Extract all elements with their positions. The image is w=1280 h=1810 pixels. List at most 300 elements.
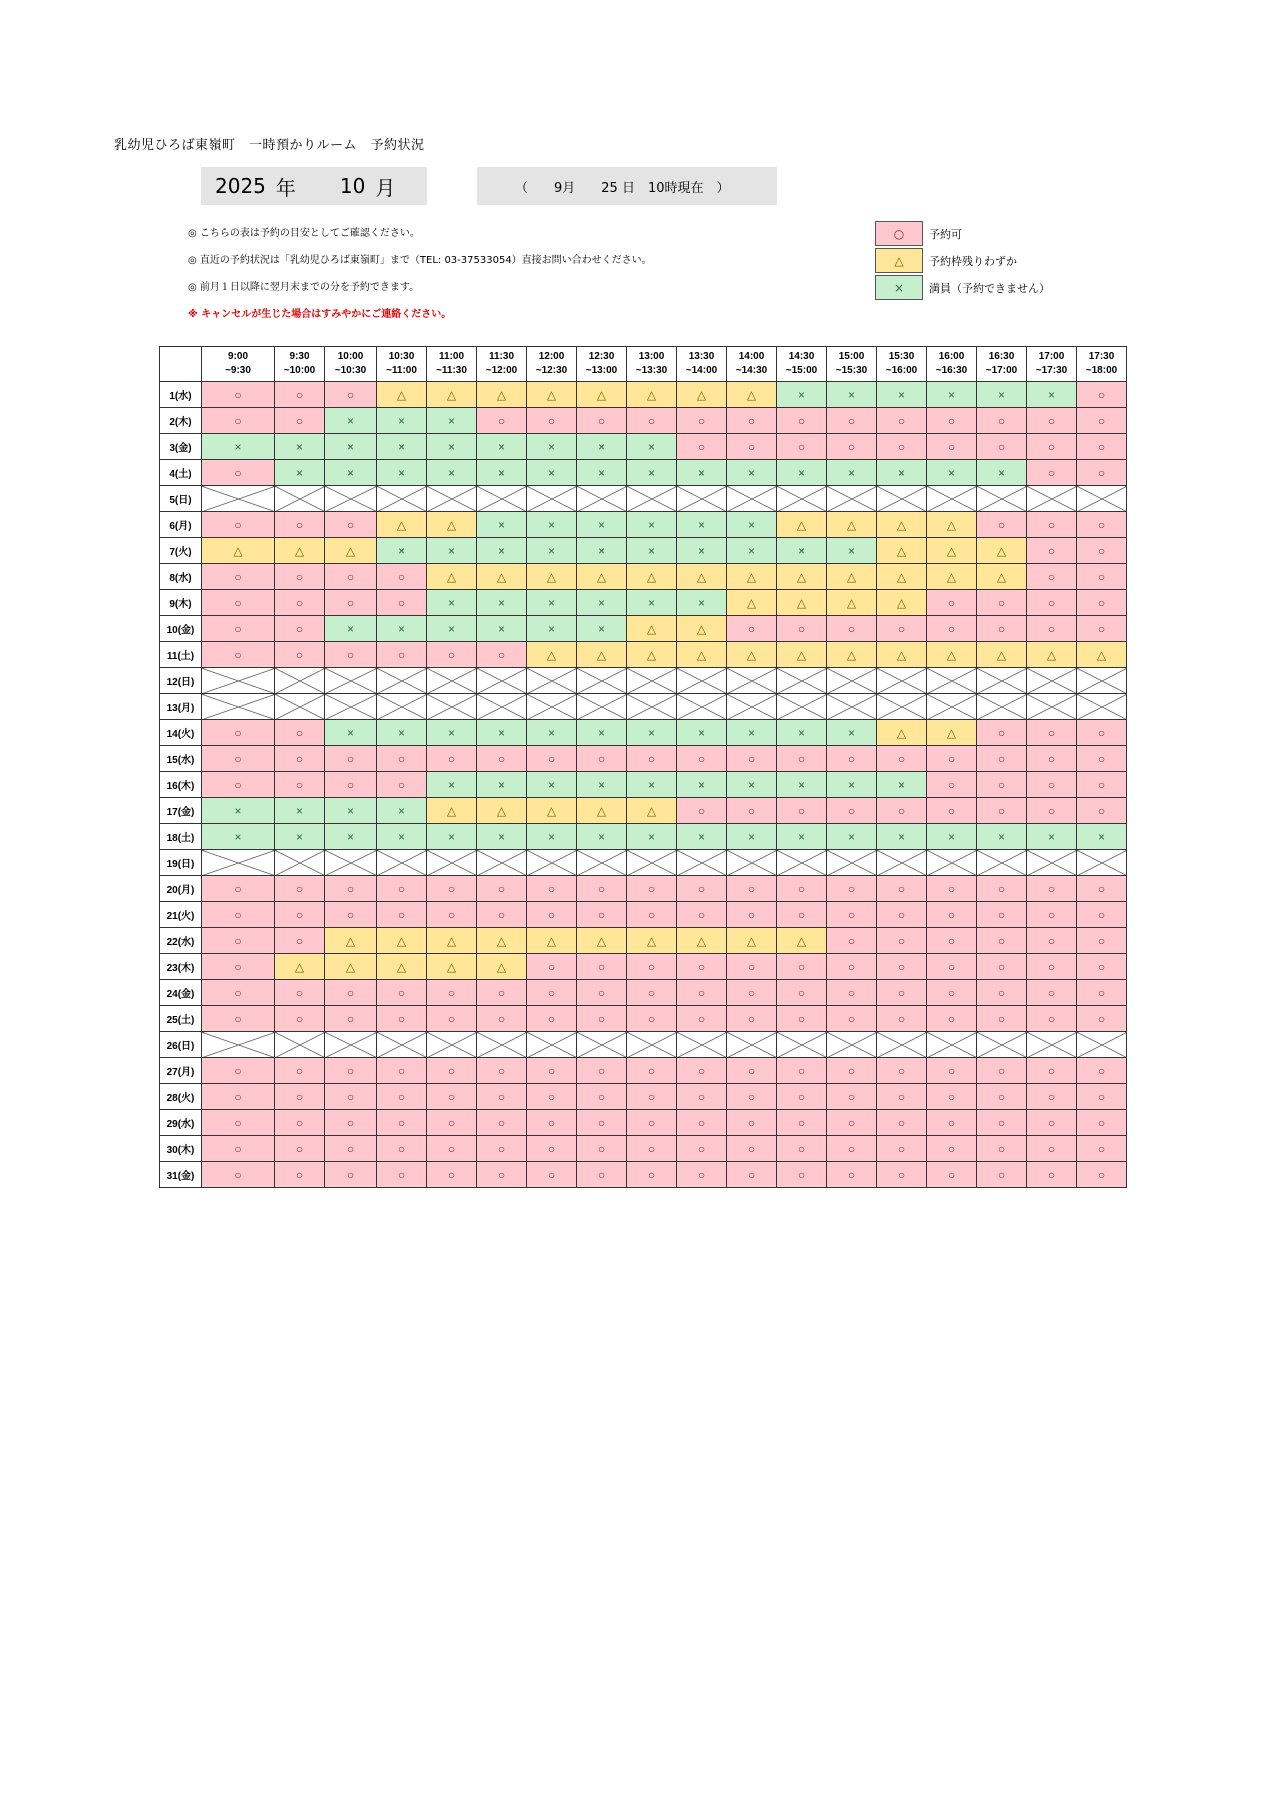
day-label: 11(土)	[160, 642, 202, 668]
slot-cell: ○	[275, 876, 325, 902]
day-label: 4(土)	[160, 460, 202, 486]
slot-cell: ○	[275, 564, 325, 590]
slot-cell: ×	[477, 772, 527, 798]
slot-cell: ○	[1027, 434, 1077, 460]
slot-cell: ○	[427, 1006, 477, 1032]
slot-cell: ×	[927, 460, 977, 486]
closed-cell	[827, 486, 877, 512]
slot-cell: ○	[1077, 434, 1127, 460]
closed-cell	[727, 486, 777, 512]
slot-start: 16:00	[938, 351, 965, 362]
slot-start: 13:30	[688, 351, 715, 362]
day-row	[160, 668, 1127, 694]
slot-cell: △	[977, 538, 1027, 564]
slot-cell: ○	[1027, 616, 1077, 642]
slot-cell: ○	[827, 1110, 877, 1136]
slot-cell: ○	[777, 1084, 827, 1110]
slot-cell: ○	[1077, 876, 1127, 902]
closed-cell	[877, 668, 927, 694]
slot-cell: ○	[1077, 1058, 1127, 1084]
day-row	[160, 902, 1127, 928]
legend-available	[875, 220, 1050, 247]
legend-full	[875, 274, 1050, 301]
year-label: 年	[275, 175, 296, 200]
time-slot-header	[527, 347, 577, 382]
slot-cell: ○	[877, 876, 927, 902]
closed-cell	[527, 850, 577, 876]
slot-cell: ×	[777, 538, 827, 564]
slot-cell: ○	[527, 1136, 577, 1162]
slot-cell: ○	[527, 1006, 577, 1032]
slot-cell: ○	[977, 512, 1027, 538]
slot-cell: △	[677, 642, 727, 668]
time-slot-header	[325, 347, 377, 382]
slot-cell: ○	[977, 1136, 1027, 1162]
day-label: 21(火)	[160, 902, 202, 928]
slot-cell: ○	[627, 408, 677, 434]
slot-cell: ×	[627, 434, 677, 460]
slot-cell: ○	[727, 1084, 777, 1110]
slot-start: 9:00	[227, 351, 248, 362]
slot-cell: ○	[427, 1110, 477, 1136]
slot-cell: ○	[877, 902, 927, 928]
slot-cell: ○	[927, 434, 977, 460]
slot-start: 15:00	[838, 351, 865, 362]
closed-cell	[377, 486, 427, 512]
slot-cell: ×	[577, 538, 627, 564]
slot-cell: ○	[275, 772, 325, 798]
slot-end: ~18:00	[1085, 365, 1118, 376]
slot-cell: ○	[325, 512, 377, 538]
slot-cell: ○	[527, 954, 577, 980]
slot-cell: ○	[777, 798, 827, 824]
closed-cell	[627, 668, 677, 694]
slot-cell: ×	[427, 772, 477, 798]
slot-cell: ×	[325, 720, 377, 746]
slot-cell: ○	[325, 1136, 377, 1162]
slot-cell: ×	[477, 616, 527, 642]
day-row	[160, 538, 1127, 564]
day-label: 12(日)	[160, 668, 202, 694]
slot-cell: ×	[427, 460, 477, 486]
slot-cell: ○	[827, 746, 877, 772]
slot-cell: △	[627, 798, 677, 824]
slot-cell: ○	[202, 1136, 275, 1162]
slot-start: 10:30	[388, 351, 415, 362]
slot-cell: ×	[677, 590, 727, 616]
slot-cell: ○	[927, 798, 977, 824]
closed-cell	[377, 1032, 427, 1058]
slot-cell: ○	[477, 1162, 527, 1188]
slot-cell: ○	[202, 954, 275, 980]
slot-cell: ×	[527, 616, 577, 642]
slot-cell: ○	[977, 408, 1027, 434]
slot-cell: ×	[427, 408, 477, 434]
closed-cell	[977, 1032, 1027, 1058]
slot-cell: ○	[325, 902, 377, 928]
slot-cell: ○	[325, 642, 377, 668]
slot-cell: ○	[477, 746, 527, 772]
time-slot-header	[427, 347, 477, 382]
slot-cell: ×	[325, 408, 377, 434]
slot-cell: ○	[202, 746, 275, 772]
slot-cell: ×	[377, 616, 427, 642]
note-2: ◎ 直近の予約状況は「乳幼児ひろば東嶺町」まで（TEL: 03-37533054）直接お問い合わせください。	[188, 255, 652, 266]
day-label: 5(日)	[160, 486, 202, 512]
slot-cell: △	[477, 564, 527, 590]
slot-start: 17:00	[1038, 351, 1065, 362]
slot-cell: ○	[1027, 460, 1077, 486]
slot-cell: ○	[777, 616, 827, 642]
slot-cell: ×	[927, 824, 977, 850]
slot-cell: ○	[1027, 1006, 1077, 1032]
slot-cell: ○	[1077, 746, 1127, 772]
slot-cell: ○	[1077, 954, 1127, 980]
closed-cell	[1027, 668, 1077, 694]
closed-cell	[677, 668, 727, 694]
day-row	[160, 746, 1127, 772]
day-label: 2(木)	[160, 408, 202, 434]
slot-cell: ○	[977, 954, 1027, 980]
legend-available-swatch: ○	[875, 221, 923, 246]
slot-cell: ○	[877, 1006, 927, 1032]
slot-cell: ○	[377, 642, 427, 668]
slot-cell: ×	[325, 824, 377, 850]
slot-cell: ○	[927, 980, 977, 1006]
slot-cell: ×	[977, 382, 1027, 408]
slot-cell: ×	[527, 772, 577, 798]
slot-cell: ×	[727, 538, 777, 564]
slot-cell: ×	[827, 460, 877, 486]
slot-cell: ×	[827, 772, 877, 798]
slot-cell: ○	[577, 1006, 627, 1032]
closed-cell	[427, 668, 477, 694]
time-slot-header	[877, 347, 927, 382]
slot-cell: △	[577, 798, 627, 824]
closed-cell	[1077, 668, 1127, 694]
slot-cell: ×	[325, 798, 377, 824]
slot-cell: △	[427, 512, 477, 538]
slot-cell: △	[677, 382, 727, 408]
closed-cell	[427, 850, 477, 876]
slot-cell: ○	[727, 1162, 777, 1188]
slot-cell: ×	[527, 538, 577, 564]
slot-cell: ○	[477, 408, 527, 434]
slot-cell: ×	[677, 538, 727, 564]
legend	[875, 220, 1050, 301]
slot-cell: △	[1027, 642, 1077, 668]
closed-cell	[325, 850, 377, 876]
slot-cell: ○	[727, 902, 777, 928]
slot-cell: ×	[1077, 824, 1127, 850]
slot-cell: ○	[202, 642, 275, 668]
slot-cell: ○	[1027, 876, 1077, 902]
slot-end: ~17:00	[985, 365, 1018, 376]
slot-cell: ○	[427, 876, 477, 902]
slot-cell: ○	[977, 980, 1027, 1006]
closed-cell	[477, 694, 527, 720]
day-label: 9(木)	[160, 590, 202, 616]
closed-cell	[927, 1032, 977, 1058]
legend-full-swatch: ×	[875, 275, 923, 300]
slot-cell: ○	[1027, 746, 1077, 772]
slot-cell: ×	[577, 512, 627, 538]
slot-cell: ○	[427, 902, 477, 928]
slot-cell: ○	[377, 1162, 427, 1188]
page-title: 乳幼児ひろば東嶺町 一時預かりルーム 予約状況	[114, 138, 425, 153]
slot-cell: △	[427, 798, 477, 824]
slot-end: ~10:00	[283, 365, 316, 376]
slot-cell: ○	[427, 1084, 477, 1110]
slot-cell: ○	[677, 954, 727, 980]
closed-cell	[877, 486, 927, 512]
slot-start: 11:30	[488, 351, 515, 362]
slot-cell: ○	[1077, 512, 1127, 538]
day-row	[160, 564, 1127, 590]
slot-cell: ○	[1077, 772, 1127, 798]
slot-cell: ○	[377, 772, 427, 798]
closed-cell	[577, 850, 627, 876]
slot-cell: ×	[325, 460, 377, 486]
day-label: 14(火)	[160, 720, 202, 746]
time-slot-header	[977, 347, 1027, 382]
slot-cell: ○	[427, 980, 477, 1006]
slot-cell: ○	[1077, 798, 1127, 824]
slot-cell: △	[577, 382, 627, 408]
slot-cell: △	[777, 512, 827, 538]
slot-cell: ×	[627, 772, 677, 798]
slot-cell: ○	[927, 408, 977, 434]
time-slot-header	[1027, 347, 1077, 382]
closed-cell	[777, 486, 827, 512]
slot-cell: ○	[977, 616, 1027, 642]
closed-cell	[527, 694, 577, 720]
slot-cell: ○	[627, 954, 677, 980]
slot-cell: ○	[202, 720, 275, 746]
slot-end: ~10:30	[334, 365, 367, 376]
slot-cell: ○	[977, 1110, 1027, 1136]
closed-cell	[727, 850, 777, 876]
slot-cell: ×	[427, 434, 477, 460]
time-slot-header	[577, 347, 627, 382]
slot-cell: ○	[477, 1110, 527, 1136]
slot-cell: ○	[577, 902, 627, 928]
slot-cell: ×	[527, 512, 577, 538]
day-label: 22(水)	[160, 928, 202, 954]
slot-cell: ○	[275, 590, 325, 616]
slot-cell: ×	[677, 824, 727, 850]
time-slot-header	[927, 347, 977, 382]
slot-cell: ○	[927, 902, 977, 928]
slot-cell: ○	[727, 954, 777, 980]
slot-cell: ○	[827, 434, 877, 460]
as-of-date-box	[477, 167, 777, 205]
slot-cell: ○	[727, 980, 777, 1006]
slot-cell: ×	[827, 824, 877, 850]
slot-cell: ○	[827, 616, 877, 642]
slot-cell: ○	[627, 1162, 677, 1188]
closed-cell	[927, 694, 977, 720]
slot-cell: ○	[927, 1058, 977, 1084]
slot-cell: ○	[1077, 1162, 1127, 1188]
slot-cell: △	[627, 616, 677, 642]
slot-start: 12:00	[538, 351, 565, 362]
slot-cell: ○	[577, 746, 627, 772]
slot-cell: ○	[275, 1058, 325, 1084]
slot-cell: △	[877, 642, 927, 668]
slot-cell: ○	[827, 1162, 877, 1188]
slot-cell: ×	[377, 798, 427, 824]
closed-cell	[677, 1032, 727, 1058]
time-header-row	[160, 347, 1127, 382]
slot-cell: ○	[1077, 720, 1127, 746]
slot-cell: ○	[877, 434, 927, 460]
legend-few-left	[875, 247, 1050, 274]
slot-cell: ○	[325, 876, 377, 902]
slot-cell: ○	[927, 1162, 977, 1188]
closed-cell	[777, 668, 827, 694]
slot-cell: ○	[927, 616, 977, 642]
slot-cell: △	[577, 564, 627, 590]
slot-cell: ○	[727, 434, 777, 460]
slot-end: ~16:30	[935, 365, 968, 376]
slot-cell: ○	[325, 980, 377, 1006]
slot-cell: ○	[927, 1136, 977, 1162]
slot-cell: ○	[325, 1084, 377, 1110]
slot-cell: ○	[1027, 1136, 1077, 1162]
slot-cell: ×	[477, 512, 527, 538]
slot-cell: △	[377, 928, 427, 954]
slot-cell: ○	[977, 772, 1027, 798]
slot-cell: ×	[677, 460, 727, 486]
slot-end: ~17:30	[1035, 365, 1068, 376]
slot-cell: ×	[577, 590, 627, 616]
slot-cell: ×	[727, 460, 777, 486]
slot-cell: ○	[275, 980, 325, 1006]
slot-cell: ○	[275, 1110, 325, 1136]
closed-cell	[275, 486, 325, 512]
slot-cell: ○	[977, 590, 1027, 616]
closed-cell	[627, 850, 677, 876]
slot-cell: ○	[827, 902, 877, 928]
time-slot-header	[827, 347, 877, 382]
slot-cell: △	[577, 928, 627, 954]
slot-cell: ○	[677, 1006, 727, 1032]
closed-cell	[877, 850, 927, 876]
slot-cell: ○	[1077, 408, 1127, 434]
closed-cell	[627, 694, 677, 720]
closed-cell	[477, 1032, 527, 1058]
reservation-table	[159, 346, 1127, 1188]
slot-start: 15:30	[888, 351, 915, 362]
slot-cell: ○	[677, 434, 727, 460]
slot-cell: △	[202, 538, 275, 564]
slot-cell: ○	[627, 746, 677, 772]
slot-cell: ×	[427, 538, 477, 564]
closed-cell	[202, 486, 275, 512]
slot-cell: ○	[202, 1084, 275, 1110]
slot-cell: ○	[202, 980, 275, 1006]
slot-cell: ×	[202, 824, 275, 850]
slot-cell: ○	[275, 1006, 325, 1032]
slot-cell: ○	[202, 772, 275, 798]
time-slot-header	[1077, 347, 1127, 382]
slot-cell: ×	[427, 720, 477, 746]
slot-cell: ○	[577, 954, 627, 980]
slot-cell: ○	[325, 746, 377, 772]
slot-cell: ×	[777, 720, 827, 746]
slot-cell: ○	[427, 746, 477, 772]
closed-cell	[577, 668, 627, 694]
slot-cell: ○	[727, 616, 777, 642]
slot-cell: ○	[1027, 954, 1077, 980]
slot-cell: ○	[677, 1058, 727, 1084]
slot-cell: ○	[275, 746, 325, 772]
slot-cell: ○	[777, 434, 827, 460]
slot-cell: △	[527, 928, 577, 954]
slot-cell: ×	[477, 434, 527, 460]
slot-cell: ○	[577, 1084, 627, 1110]
slot-cell: ○	[727, 408, 777, 434]
slot-end: ~12:00	[485, 365, 518, 376]
slot-cell: ○	[477, 1084, 527, 1110]
slot-cell: ○	[627, 1110, 677, 1136]
slot-cell: ○	[377, 564, 427, 590]
slot-end: ~9:30	[225, 365, 251, 376]
slot-cell: ○	[325, 1006, 377, 1032]
closed-cell	[325, 486, 377, 512]
slot-cell: ○	[377, 876, 427, 902]
day-label: 28(火)	[160, 1084, 202, 1110]
slot-cell: ×	[677, 772, 727, 798]
slot-cell: ○	[627, 1058, 677, 1084]
slot-cell: ×	[275, 460, 325, 486]
slot-cell: ○	[202, 382, 275, 408]
slot-cell: ○	[202, 928, 275, 954]
closed-cell	[1077, 1032, 1127, 1058]
slot-cell: ○	[527, 980, 577, 1006]
slot-cell: ○	[1077, 382, 1127, 408]
slot-cell: ×	[877, 382, 927, 408]
day-row	[160, 1006, 1127, 1032]
slot-cell: ○	[827, 980, 877, 1006]
slot-cell: ○	[377, 746, 427, 772]
slot-cell: △	[477, 928, 527, 954]
slot-cell: ×	[325, 434, 377, 460]
slot-cell: ×	[477, 590, 527, 616]
slot-cell: ○	[827, 928, 877, 954]
slot-cell: ○	[727, 1136, 777, 1162]
slot-cell: ×	[727, 772, 777, 798]
day-row	[160, 434, 1127, 460]
slot-cell: ○	[977, 1058, 1027, 1084]
closed-cell	[827, 850, 877, 876]
slot-cell: ○	[877, 1058, 927, 1084]
time-slot-header	[627, 347, 677, 382]
month-label: 月	[375, 175, 396, 200]
day-row	[160, 382, 1127, 408]
slot-cell: ×	[377, 434, 427, 460]
closed-cell	[777, 1032, 827, 1058]
slot-cell: △	[727, 382, 777, 408]
slot-cell: ○	[275, 408, 325, 434]
slot-cell: △	[777, 642, 827, 668]
slot-cell: ○	[877, 928, 927, 954]
slot-cell: ×	[727, 512, 777, 538]
slot-cell: ×	[727, 720, 777, 746]
slot-cell: ○	[275, 382, 325, 408]
closed-cell	[977, 850, 1027, 876]
